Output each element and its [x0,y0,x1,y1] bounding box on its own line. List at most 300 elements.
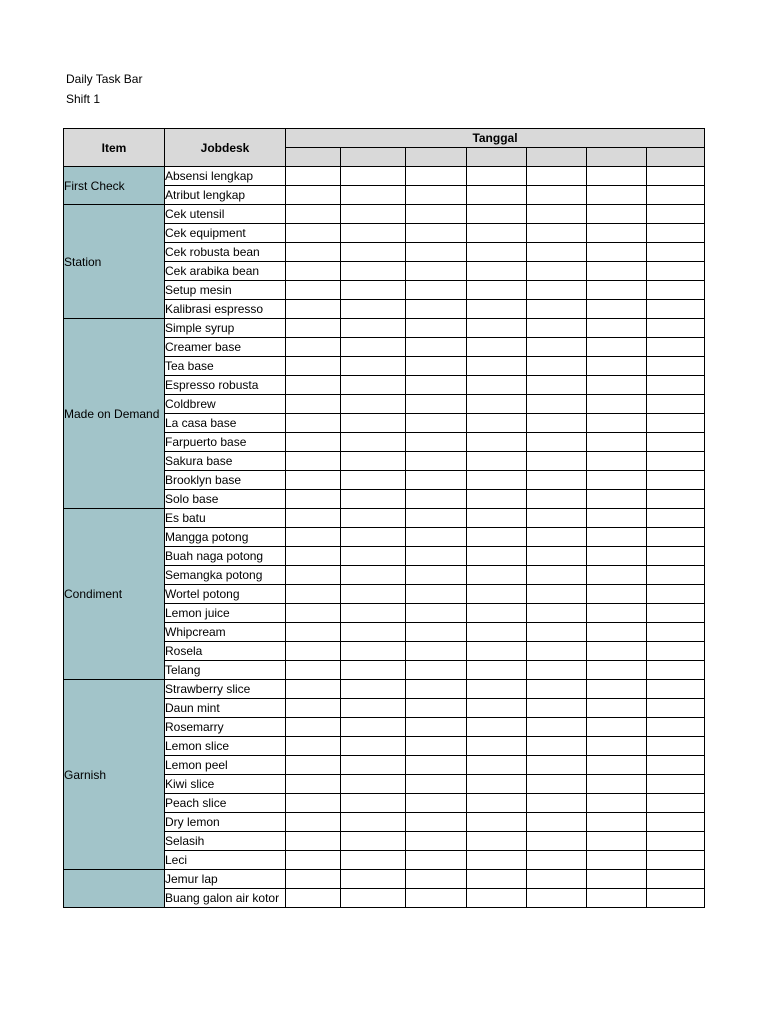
date-cell[interactable] [286,680,341,699]
date-cell[interactable] [647,357,705,376]
date-cell[interactable] [587,680,647,699]
date-cell[interactable] [467,357,527,376]
date-cell[interactable] [587,889,647,908]
date-cell[interactable] [467,452,527,471]
date-cell[interactable] [341,737,406,756]
date-cell[interactable] [527,490,587,509]
date-cell[interactable] [341,623,406,642]
date-cell[interactable] [467,395,527,414]
date-cell[interactable] [286,623,341,642]
date-cell[interactable] [286,889,341,908]
date-cell[interactable] [467,585,527,604]
date-cell[interactable] [647,281,705,300]
date-column-header [286,148,341,167]
date-cell[interactable] [341,243,406,262]
item-header: Item [64,129,165,167]
date-cell[interactable] [587,186,647,205]
date-cell[interactable] [406,509,467,528]
date-cell[interactable] [527,851,587,870]
date-cell[interactable] [467,794,527,813]
date-cell[interactable] [647,243,705,262]
date-cell[interactable] [286,167,341,186]
date-cell[interactable] [527,661,587,680]
date-cell[interactable] [406,414,467,433]
date-cell[interactable] [467,224,527,243]
date-cell[interactable] [527,585,587,604]
date-cell[interactable] [286,718,341,737]
date-cell[interactable] [647,851,705,870]
date-cell[interactable] [406,547,467,566]
date-cell[interactable] [341,471,406,490]
date-cell[interactable] [647,718,705,737]
date-cell[interactable] [587,737,647,756]
date-cell[interactable] [647,490,705,509]
date-cell[interactable] [527,718,587,737]
date-cell[interactable] [467,832,527,851]
jobdesk-cell: Coldbrew [165,395,286,414]
date-cell[interactable] [467,604,527,623]
date-cell[interactable] [286,376,341,395]
date-cell[interactable] [647,262,705,281]
date-cell[interactable] [286,870,341,889]
date-cell[interactable] [286,433,341,452]
category-cell: First Check [64,167,165,205]
date-cell[interactable] [341,699,406,718]
jobdesk-cell: La casa base [165,414,286,433]
date-cell[interactable] [587,262,647,281]
date-cell[interactable] [527,756,587,775]
jobdesk-cell: Selasih [165,832,286,851]
date-cell[interactable] [341,395,406,414]
date-cell[interactable] [341,509,406,528]
date-cell[interactable] [406,775,467,794]
date-cell[interactable] [527,395,587,414]
date-cell[interactable] [587,471,647,490]
date-cell[interactable] [467,490,527,509]
date-cell[interactable] [587,585,647,604]
date-cell[interactable] [467,243,527,262]
date-cell[interactable] [406,794,467,813]
jobdesk-cell: Cek equipment [165,224,286,243]
date-cell[interactable] [406,528,467,547]
date-cell[interactable] [527,205,587,224]
date-cell[interactable] [406,889,467,908]
date-cell[interactable] [406,338,467,357]
date-cell[interactable] [406,699,467,718]
date-cell[interactable] [587,395,647,414]
jobdesk-cell: Espresso robusta [165,376,286,395]
date-cell[interactable] [406,642,467,661]
table-row [64,205,705,224]
date-cell[interactable] [406,167,467,186]
date-cell[interactable] [341,832,406,851]
date-cell[interactable] [286,813,341,832]
date-cell[interactable] [527,699,587,718]
date-cell[interactable] [467,433,527,452]
date-cell[interactable] [341,680,406,699]
date-cell[interactable] [467,680,527,699]
date-cell[interactable] [647,604,705,623]
date-cell[interactable] [587,167,647,186]
date-cell[interactable] [406,490,467,509]
date-cell[interactable] [406,851,467,870]
date-cell[interactable] [467,889,527,908]
date-cell[interactable] [467,205,527,224]
date-cell[interactable] [587,604,647,623]
jobdesk-cell: Peach slice [165,794,286,813]
date-cell[interactable] [647,395,705,414]
date-cell[interactable] [527,452,587,471]
date-cell[interactable] [286,737,341,756]
date-cell[interactable] [647,205,705,224]
date-cell[interactable] [406,319,467,338]
date-cell[interactable] [467,509,527,528]
date-cell[interactable] [286,338,341,357]
date-column-header [587,148,647,167]
date-cell[interactable] [341,718,406,737]
date-cell[interactable] [406,832,467,851]
date-cell[interactable] [587,452,647,471]
date-cell[interactable] [587,376,647,395]
date-cell[interactable] [341,661,406,680]
category-cell: Station [64,205,165,319]
date-cell[interactable] [587,243,647,262]
date-cell[interactable] [467,661,527,680]
date-cell[interactable] [341,566,406,585]
jobdesk-cell: Buang galon air kotor [165,889,286,908]
jobdesk-cell: Es batu [165,509,286,528]
date-cell[interactable] [286,509,341,528]
date-cell[interactable] [341,262,406,281]
date-cell[interactable] [467,281,527,300]
date-cell[interactable] [406,433,467,452]
jobdesk-cell: Jemur lap [165,870,286,889]
date-cell[interactable] [406,357,467,376]
date-cell[interactable] [527,642,587,661]
date-cell[interactable] [406,718,467,737]
date-cell[interactable] [286,699,341,718]
date-cell[interactable] [527,262,587,281]
date-cell[interactable] [406,566,467,585]
date-cell[interactable] [647,642,705,661]
date-cell[interactable] [647,433,705,452]
date-cell[interactable] [341,338,406,357]
date-cell[interactable] [527,357,587,376]
date-cell[interactable] [647,870,705,889]
date-cell[interactable] [527,433,587,452]
date-cell[interactable] [467,262,527,281]
date-cell[interactable] [587,699,647,718]
date-cell[interactable] [406,870,467,889]
date-cell[interactable] [467,775,527,794]
date-cell[interactable] [286,186,341,205]
date-cell[interactable] [647,832,705,851]
date-cell[interactable] [406,604,467,623]
date-cell[interactable] [286,528,341,547]
date-cell[interactable] [587,775,647,794]
date-cell[interactable] [527,319,587,338]
date-cell[interactable] [647,300,705,319]
category-cell: Made on Demand [64,319,165,509]
date-cell[interactable] [286,661,341,680]
jobdesk-cell: Buah naga potong [165,547,286,566]
date-cell[interactable] [647,756,705,775]
date-cell[interactable] [647,813,705,832]
date-cell[interactable] [406,205,467,224]
jobdesk-cell: Atribut lengkap [165,186,286,205]
date-cell[interactable] [467,319,527,338]
date-cell[interactable] [647,528,705,547]
date-cell[interactable] [341,414,406,433]
date-cell[interactable] [286,490,341,509]
date-cell[interactable] [587,623,647,642]
date-cell[interactable] [527,281,587,300]
date-cell[interactable] [467,471,527,490]
date-cell[interactable] [341,775,406,794]
date-cell[interactable] [286,414,341,433]
date-cell[interactable] [587,642,647,661]
date-cell[interactable] [647,319,705,338]
jobdesk-cell: Absensi lengkap [165,167,286,186]
date-cell[interactable] [341,756,406,775]
date-cell[interactable] [587,851,647,870]
date-cell[interactable] [467,851,527,870]
date-cell[interactable] [527,300,587,319]
date-cell[interactable] [286,395,341,414]
date-cell[interactable] [406,623,467,642]
date-cell[interactable] [467,376,527,395]
date-column-header [467,148,527,167]
date-cell[interactable] [587,756,647,775]
date-cell[interactable] [406,585,467,604]
date-cell[interactable] [647,452,705,471]
date-cell[interactable] [286,452,341,471]
jobdesk-cell: Leci [165,851,286,870]
date-cell[interactable] [406,262,467,281]
jobdesk-cell: Rosela [165,642,286,661]
date-cell[interactable] [647,167,705,186]
date-cell[interactable] [406,756,467,775]
date-cell[interactable] [587,509,647,528]
date-cell[interactable] [527,528,587,547]
date-cell[interactable] [527,509,587,528]
date-cell[interactable] [587,566,647,585]
date-cell[interactable] [341,794,406,813]
date-cell[interactable] [286,604,341,623]
date-cell[interactable] [286,205,341,224]
date-cell[interactable] [467,737,527,756]
date-cell[interactable] [527,376,587,395]
date-cell[interactable] [286,281,341,300]
date-cell[interactable] [587,357,647,376]
date-cell[interactable] [341,433,406,452]
date-cell[interactable] [286,471,341,490]
date-cell[interactable] [587,794,647,813]
date-cell[interactable] [467,414,527,433]
date-cell[interactable] [286,224,341,243]
date-cell[interactable] [647,471,705,490]
date-cell[interactable] [527,832,587,851]
category-cell [64,870,165,908]
date-cell[interactable] [587,338,647,357]
date-cell[interactable] [286,851,341,870]
date-cell[interactable] [587,414,647,433]
date-cell[interactable] [406,813,467,832]
date-cell[interactable] [467,756,527,775]
date-cell[interactable] [647,224,705,243]
date-cell[interactable] [587,832,647,851]
date-cell[interactable] [286,243,341,262]
date-cell[interactable] [647,338,705,357]
date-cell[interactable] [527,623,587,642]
date-cell[interactable] [406,471,467,490]
date-cell[interactable] [467,528,527,547]
date-cell[interactable] [647,699,705,718]
date-cell[interactable] [527,338,587,357]
date-cell[interactable] [341,357,406,376]
date-cell[interactable] [527,547,587,566]
date-cell[interactable] [341,547,406,566]
table-row [64,870,705,889]
date-cell[interactable] [647,376,705,395]
date-cell[interactable] [286,794,341,813]
date-cell[interactable] [341,167,406,186]
date-cell[interactable] [467,623,527,642]
date-cell[interactable] [341,186,406,205]
date-cell[interactable] [527,414,587,433]
date-cell[interactable] [286,756,341,775]
date-cell[interactable] [647,186,705,205]
date-cell[interactable] [527,243,587,262]
date-cell[interactable] [467,338,527,357]
date-cell[interactable] [647,680,705,699]
date-cell[interactable] [527,775,587,794]
date-cell[interactable] [406,661,467,680]
date-cell[interactable] [527,224,587,243]
date-column-header [647,148,705,167]
date-cell[interactable] [527,870,587,889]
date-cell[interactable] [587,205,647,224]
date-cell[interactable] [527,604,587,623]
date-cell[interactable] [527,167,587,186]
date-cell[interactable] [647,623,705,642]
date-cell[interactable] [647,414,705,433]
date-cell[interactable] [341,319,406,338]
date-cell[interactable] [647,547,705,566]
date-cell[interactable] [587,300,647,319]
date-cell[interactable] [647,775,705,794]
date-cell[interactable] [647,661,705,680]
date-cell[interactable] [467,566,527,585]
date-cell[interactable] [286,566,341,585]
date-cell[interactable] [587,433,647,452]
date-cell[interactable] [467,186,527,205]
date-cell[interactable] [467,870,527,889]
date-cell[interactable] [527,566,587,585]
date-cell[interactable] [587,870,647,889]
date-cell[interactable] [341,281,406,300]
date-cell[interactable] [406,737,467,756]
date-cell[interactable] [587,490,647,509]
date-cell[interactable] [406,300,467,319]
date-cell[interactable] [527,471,587,490]
date-cell[interactable] [341,205,406,224]
date-cell[interactable] [406,680,467,699]
date-cell[interactable] [527,889,587,908]
date-cell[interactable] [406,376,467,395]
date-cell[interactable] [286,832,341,851]
date-cell[interactable] [587,319,647,338]
date-cell[interactable] [341,224,406,243]
date-cell[interactable] [587,281,647,300]
date-cell[interactable] [341,300,406,319]
date-cell[interactable] [341,642,406,661]
date-cell[interactable] [587,224,647,243]
date-cell[interactable] [341,889,406,908]
date-cell[interactable] [341,870,406,889]
date-cell[interactable] [286,262,341,281]
date-cell[interactable] [527,737,587,756]
date-cell[interactable] [406,395,467,414]
date-cell[interactable] [587,661,647,680]
date-cell[interactable] [647,889,705,908]
date-cell[interactable] [467,699,527,718]
date-cell[interactable] [527,813,587,832]
date-cell[interactable] [341,851,406,870]
date-cell[interactable] [587,813,647,832]
date-cell[interactable] [341,604,406,623]
jobdesk-cell: Kiwi slice [165,775,286,794]
date-cell[interactable] [647,794,705,813]
date-cell[interactable] [406,281,467,300]
date-cell[interactable] [647,585,705,604]
date-cell[interactable] [341,452,406,471]
date-cell[interactable] [647,737,705,756]
date-cell[interactable] [467,167,527,186]
date-cell[interactable] [587,718,647,737]
date-cell[interactable] [286,319,341,338]
date-cell[interactable] [406,452,467,471]
date-cell[interactable] [286,547,341,566]
date-cell[interactable] [286,300,341,319]
date-cell[interactable] [587,547,647,566]
date-column-header [527,148,587,167]
date-cell[interactable] [341,528,406,547]
date-cell[interactable] [341,585,406,604]
date-cell[interactable] [467,547,527,566]
date-cell[interactable] [286,642,341,661]
date-cell[interactable] [467,300,527,319]
date-cell[interactable] [527,794,587,813]
date-cell[interactable] [467,813,527,832]
date-cell[interactable] [647,509,705,528]
date-cell[interactable] [527,186,587,205]
date-cell[interactable] [286,585,341,604]
date-cell[interactable] [406,224,467,243]
date-cell[interactable] [341,376,406,395]
date-cell[interactable] [527,680,587,699]
date-cell[interactable] [587,528,647,547]
date-cell[interactable] [467,642,527,661]
date-cell[interactable] [341,813,406,832]
date-cell[interactable] [467,718,527,737]
date-cell[interactable] [286,357,341,376]
date-cell[interactable] [406,243,467,262]
date-cell[interactable] [406,186,467,205]
date-cell[interactable] [286,775,341,794]
date-cell[interactable] [341,490,406,509]
date-cell[interactable] [647,566,705,585]
